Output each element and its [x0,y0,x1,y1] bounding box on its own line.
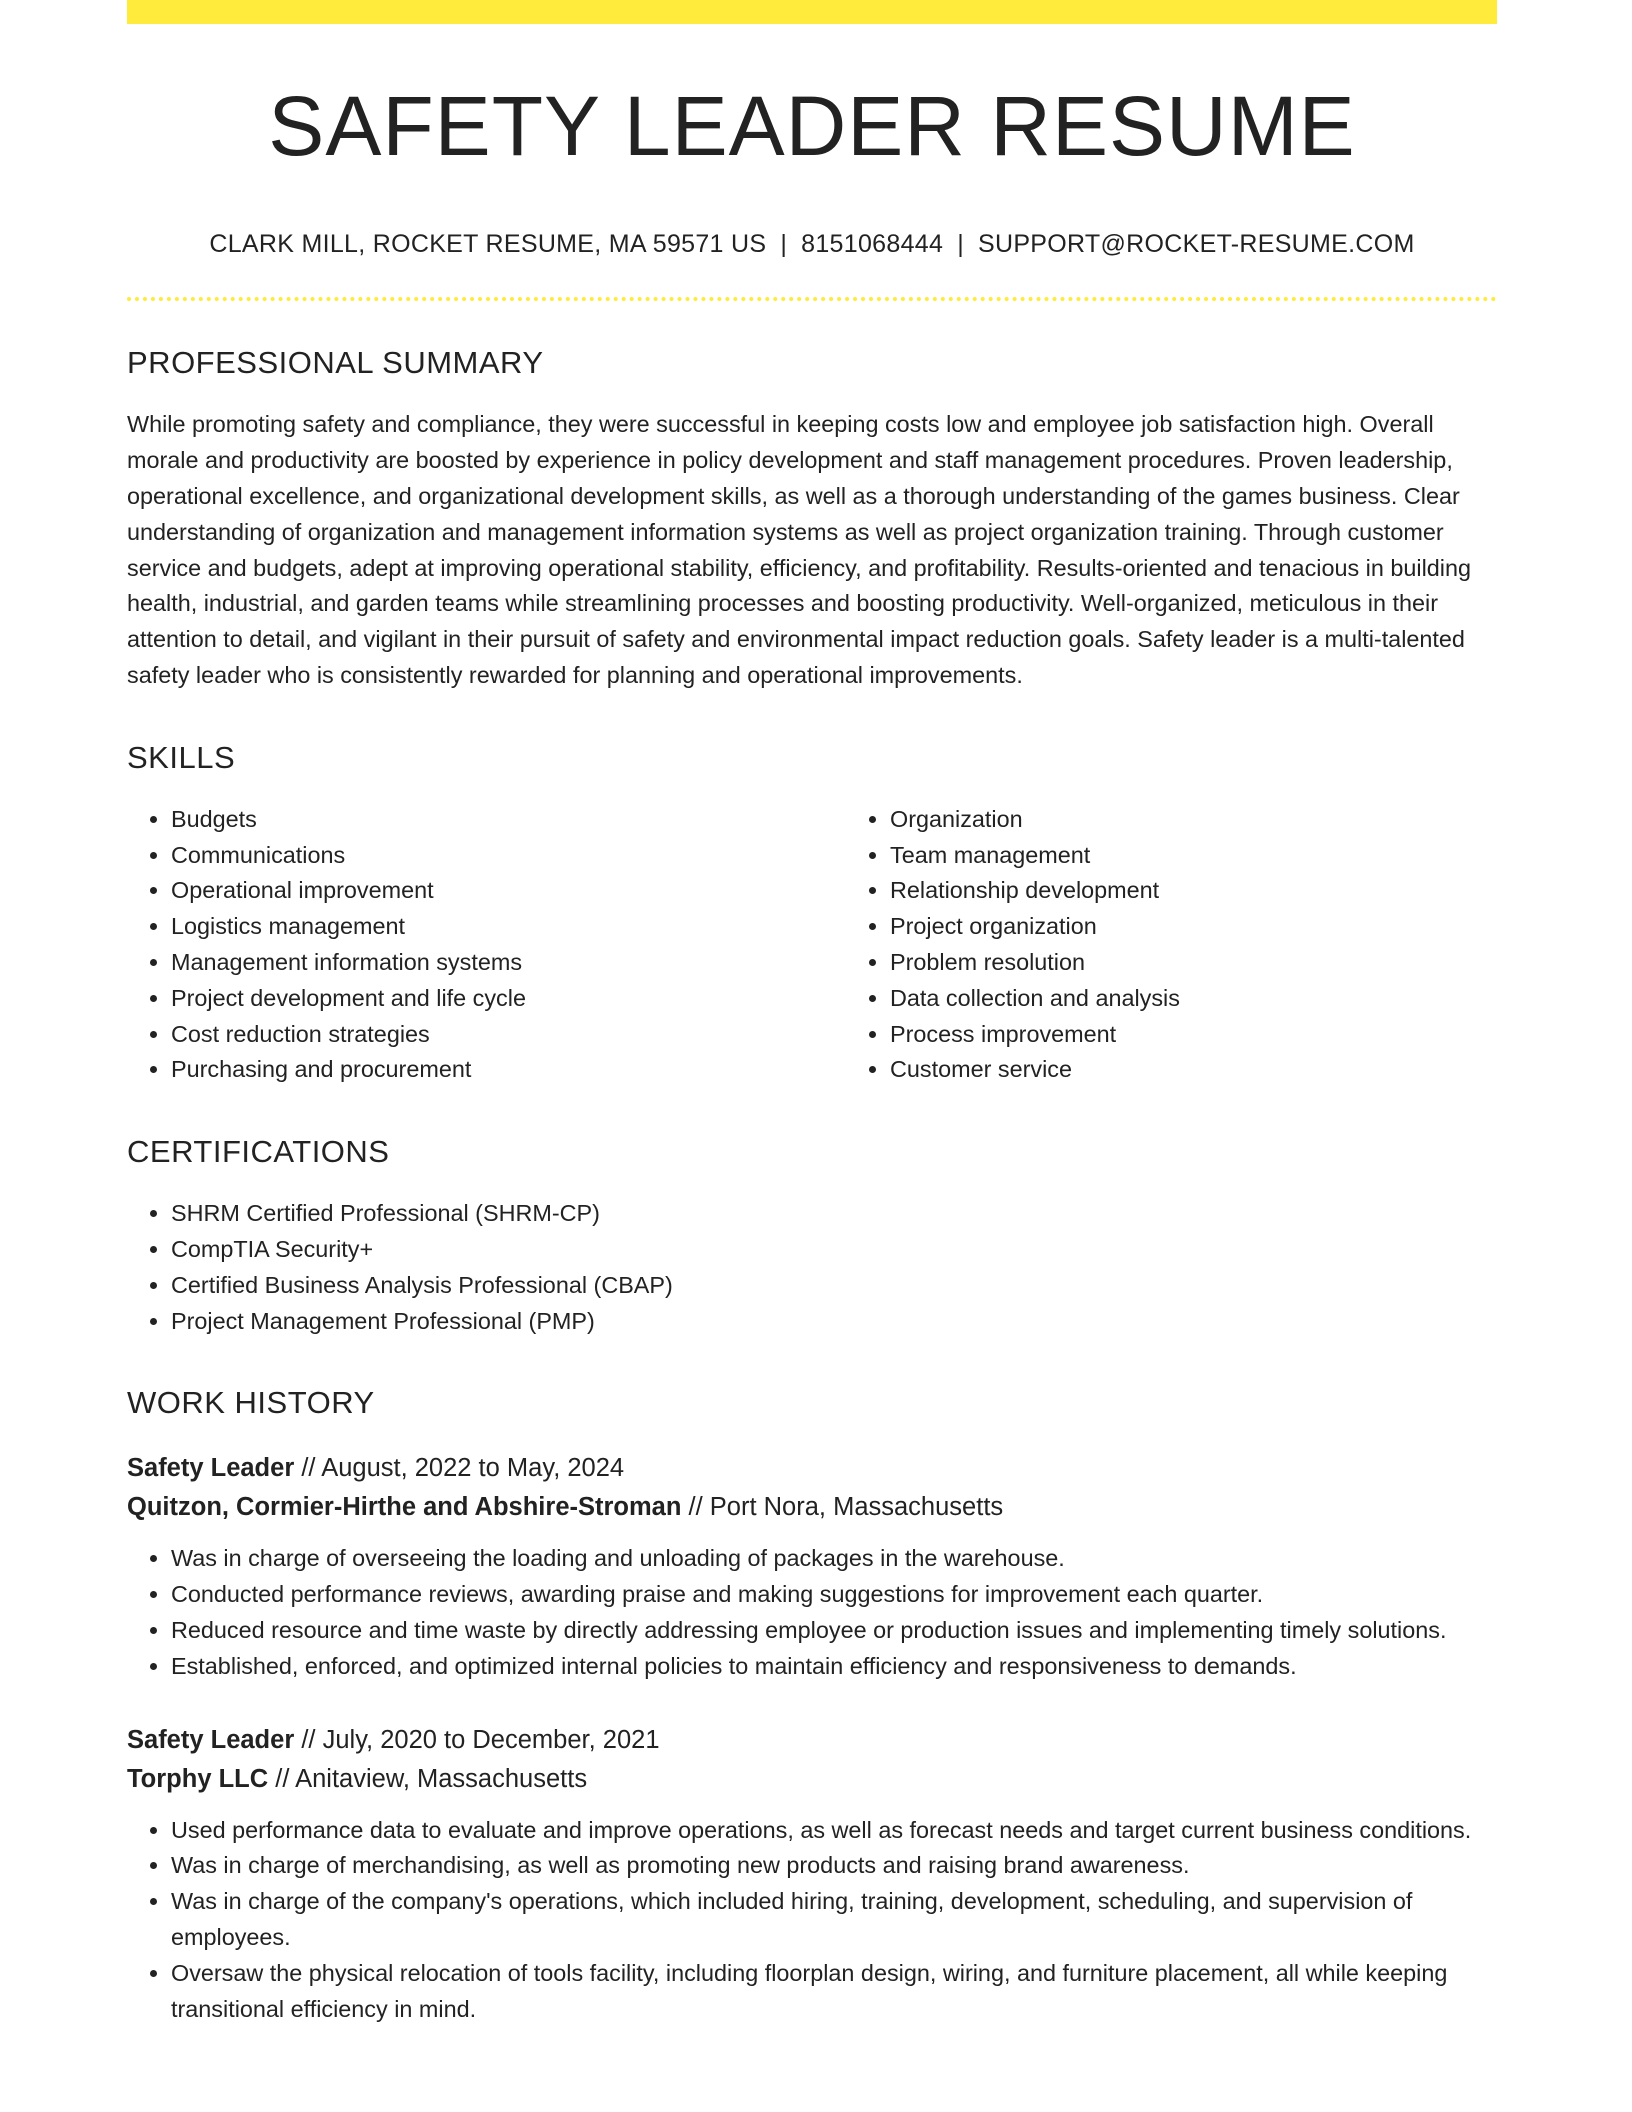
contact-email: SUPPORT@ROCKET-RESUME.COM [977,230,1415,259]
job-entry [127,1721,1497,2028]
skill-item: • Customer service [890,1052,1565,1088]
job-bullet: • Used performance data to evaluate and improve operations, as well as forecast needs and target current business conditions. [171,1813,1497,1849]
contact-line [127,230,1497,259]
dotted-divider [127,297,1497,301]
job-bullets [127,1813,1497,2028]
skill-item: • Team management [890,838,1565,874]
job-dates: // August, 2022 to May, 2024 [301,1454,625,1483]
skills-right-list [846,802,1565,1088]
job-bullet: • Was in charge of overseeing the loading and unloading of packages in the warehouse. [171,1541,1497,1577]
certifications-heading: CERTIFICATIONS [127,1134,390,1170]
skill-item: • Management information systems [171,945,846,981]
job-bullet: • Was in charge of the company's operations, which included hiring, training, development, scheduling, and supervision of employees. [171,1884,1497,1956]
job-location: // Anitaview, Massachusetts [275,1764,588,1793]
job-company: Quitzon, Cormier-Hirthe and Abshire-Stroman [127,1493,682,1522]
skills-columns [127,802,1497,1088]
job-company: Torphy LLC [127,1764,269,1793]
certification-item: • SHRM Certified Professional (SHRM-CP) [171,1196,1497,1232]
skill-item: • Budgets [171,802,846,838]
job-title-line [127,1721,1497,1760]
skill-item: • Data collection and analysis [890,981,1565,1017]
skill-item: • Problem resolution [890,945,1565,981]
work-history-heading: WORK HISTORY [127,1385,375,1421]
skill-item: • Project organization [890,909,1565,945]
summary-heading: PROFESSIONAL SUMMARY [127,345,544,381]
job-bullet: • Was in charge of merchandising, as well as promoting new products and raising brand awareness. [171,1848,1497,1884]
resume-page [127,0,1497,2027]
contact-separator: | [780,230,788,259]
contact-separator: | [957,230,964,259]
job-location: // Port Nora, Massachusetts [688,1493,1004,1522]
job-dates: // July, 2020 to December, 2021 [301,1725,660,1754]
job-bullets [127,1541,1497,1684]
job-title: Safety Leader [127,1725,295,1754]
job-bullet: • Conducted performance reviews, awarding praise and making suggestions for improvement each quarter. [171,1577,1497,1613]
contact-address: CLARK MILL, ROCKET RESUME, MA 59571 US [209,230,767,259]
job-bullet: • Reduced resource and time waste by directly addressing employee or production issues and implementing timely solutions. [171,1613,1497,1649]
skill-item: • Relationship development [890,873,1565,909]
job-bullet: • Established, enforced, and optimized internal policies to maintain efficiency and responsiveness to demands. [171,1649,1497,1685]
certification-item: • CompTIA Security+ [171,1232,1497,1268]
job-entry [127,1449,1497,1684]
summary-text: While promoting safety and compliance, they were successful in keeping costs low and employee job satisfaction high. Overall morale and productivity are boosted by experience in policy development and staff management procedures. Proven leadership, operational excellence, and organizational development skills, as well as a thorough understanding of the games business. Clear understanding of organization and management information systems as well as project organization training. Through customer service and budgets, adept at improving operational stability, efficiency, and profitability. Results-oriented and tenacious in building health, industrial, and garden teams while streamlining processes and boosting productivity. Well-organized, meticulous in their attention to detail, and vigilant in their pursuit of safety and environmental impact reduction goals. Safety leader is a multi-talented safety leader who is consistently rewarded for planning and operational improvements. [127,411,1472,688]
skill-item: • Communications [171,838,846,874]
skill-item: • Project development and life cycle [171,981,846,1017]
skill-item: • Operational improvement [171,873,846,909]
skills-heading: SKILLS [127,739,236,775]
job-company-line [127,1760,1497,1799]
job-company-line [127,1488,1497,1527]
job-title: Safety Leader [127,1454,295,1483]
top-accent-bar [127,0,1497,24]
skill-item: • Cost reduction strategies [171,1017,846,1053]
job-bullet: • Oversaw the physical relocation of tools facility, including floorplan design, wiring, and furniture placement, all while keeping transitional efficiency in mind. [171,1956,1497,2028]
skill-item: • Purchasing and procurement [171,1052,846,1088]
skill-item: • Process improvement [890,1017,1565,1053]
job-title-line [127,1449,1497,1488]
resume-title: SAFETY LEADER RESUME [268,79,1356,173]
skill-item: • Organization [890,802,1565,838]
certifications-list [127,1196,1497,1339]
contact-phone: 8151068444 [801,230,944,259]
skill-item: • Logistics management [171,909,846,945]
skills-left-list [127,802,846,1088]
certification-item: • Certified Business Analysis Professional (CBAP) [171,1268,1497,1304]
certification-item: • Project Management Professional (PMP) [171,1304,1497,1340]
